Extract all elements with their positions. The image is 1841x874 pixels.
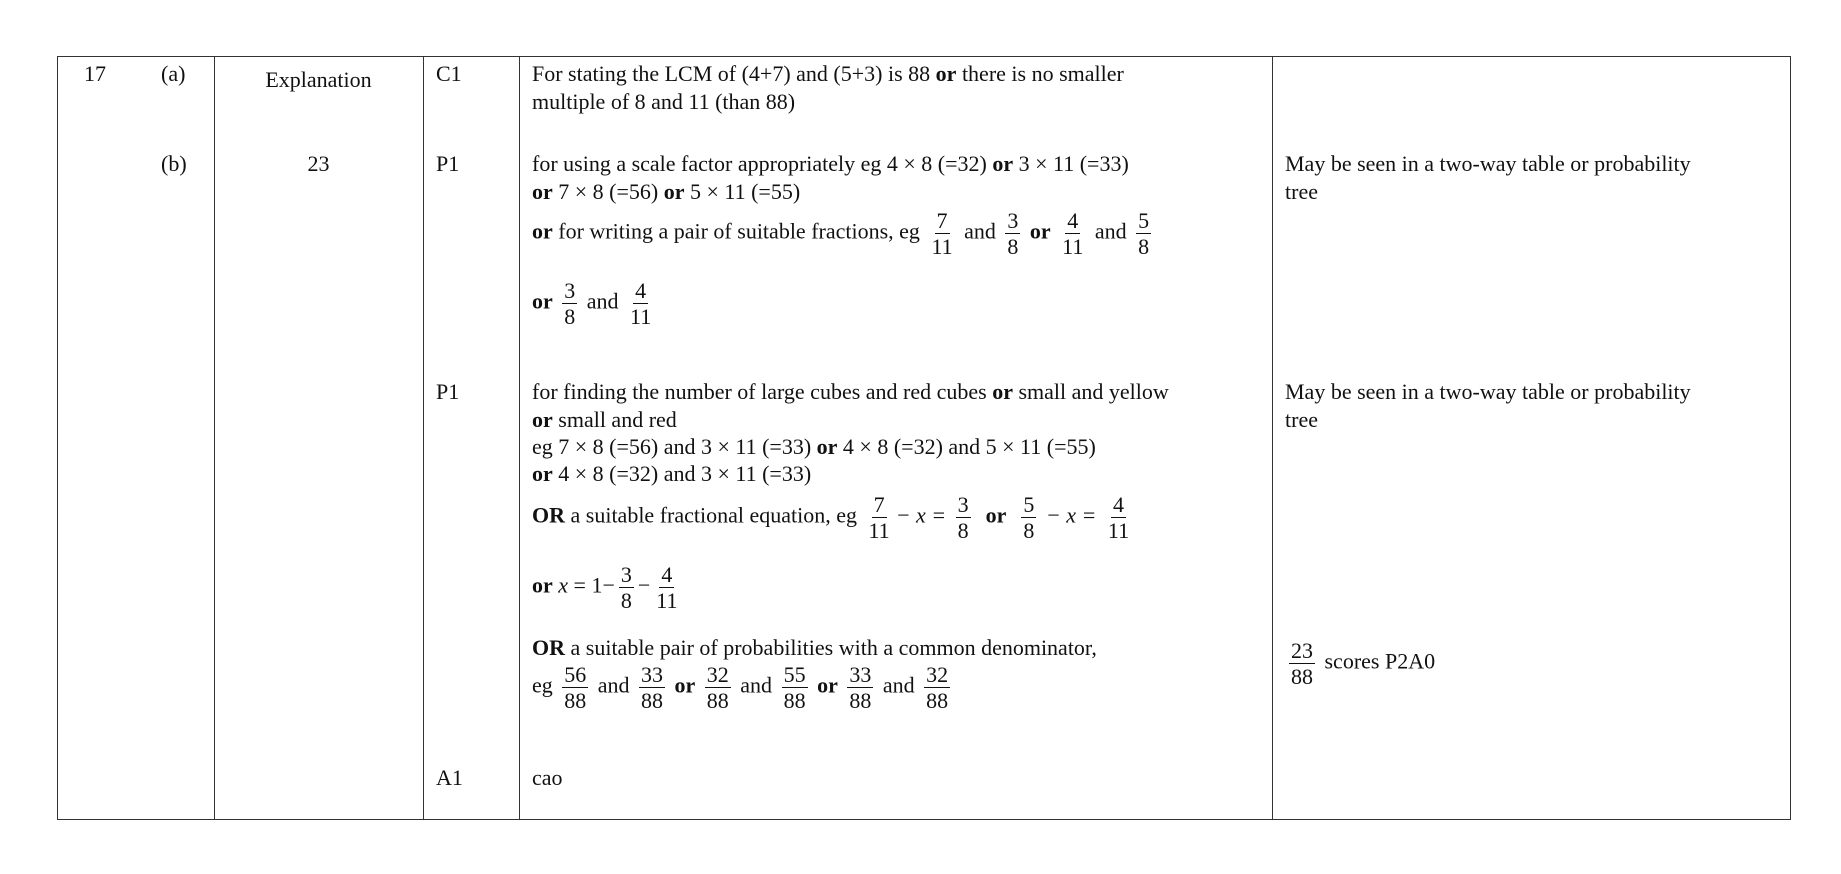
part-b-answer: 23 [307,151,330,176]
fraction: $\frac{32}{88}$ [706,662,729,714]
p1-first-fractions-line2: or $\frac{3}{8}$ and $\frac{4}{11}$ [532,278,652,330]
fraction: $\frac{33}{88}$ [849,662,872,714]
fraction: $\frac{32}{88}$ [926,662,949,714]
part-b-label: (b) [161,151,187,176]
column-divider [423,57,424,819]
guidance-first: May be seen in a two-way table or probability [1285,151,1691,176]
fraction: $\frac{5}{8}$ [1023,492,1035,544]
guidance-second: May be seen in a two-way table or probability [1285,379,1691,404]
column-divider [519,57,520,819]
mark-p1-first: P1 [436,151,460,176]
mark-a1: A1 [436,765,463,790]
fraction: $\frac{7}{11}$ [868,492,890,544]
mark-c1: C1 [436,61,462,86]
p1-first-fractions-line: or for writing a pair of suitable fractions, eg $\frac{7}{11}$ and $\frac{3}{8}$ or $\frac{4}{11}$ and $\frac{5}{8}$ [532,208,1150,260]
mark-scheme-table [57,56,1791,820]
p1-first-line1: for using a scale factor appropriately eg 4 × 8 (=32) or 3 × 11 (=33) [532,151,1129,176]
part-a-answer: Explanation [265,67,372,92]
fraction: $\frac{23}{88}$ [1291,638,1313,690]
p1-second-line2: or small and red [532,407,677,432]
fraction: $\frac{5}{8}$ [1138,208,1150,260]
p1-second-prob-line1: OR a suitable pair of probabilities with a common denominator, [532,635,1097,660]
fraction: $\frac{3}{8}$ [1007,208,1019,260]
fraction: $\frac{4}{11}$ [1107,492,1130,544]
p1-second-line4: or 4 × 8 (=32) and 3 × 11 (=33) [532,461,812,486]
fraction: $\frac{33}{88}$ [641,662,664,714]
fraction: $\frac{3}{8}$ [620,562,632,614]
guidance-first-line2: tree [1285,179,1318,204]
p1-second-equation-line: OR a suitable fractional equation, eg $\frac{7}{11}$ − x = $\frac{3}{8}$ or $\frac{5}{8}$ − x = $\frac{4}{11}$ [532,492,1130,544]
score-note: $\frac{23}{88}$ scores P2A0 [1291,638,1436,690]
part-a-label: (a) [161,61,186,86]
mark-p1-second: P1 [436,379,460,404]
a1-note: cao [532,765,563,790]
guidance-second-line2: tree [1285,407,1318,432]
p1-second-line3: eg 7 × 8 (=56) and 3 × 11 (=33) or 4 × 8 (=32) and 5 × 11 (=55) [532,434,1096,459]
c1-note-line1: For stating the LCM of (4+7) and (5+3) is 88 or there is no smaller [532,61,1124,86]
p1-second-x-line: or x = 1− $\frac{3}{8}$ − $\frac{4}{11}$ [532,562,678,614]
fraction: $\frac{3}{8}$ [957,492,969,544]
fraction: $\frac{56}{88}$ [564,662,587,714]
fraction: $\frac{4}{11}$ [1062,208,1084,260]
fraction: $\frac{55}{88}$ [783,662,806,714]
p1-second-prob-line2: eg $\frac{56}{88}$ and $\frac{33}{88}$ or $\frac{32}{88}$ and $\frac{55}{88}$ or $\frac{33}{88}$ and $\frac{32}{88}$ [532,662,949,714]
fraction: $\frac{3}{8}$ [564,278,576,330]
fraction: $\frac{4}{11}$ [630,278,652,330]
question-number: 17 [84,61,106,86]
p1-first-line2: or 7 × 8 (=56) or 5 × 11 (=55) [532,179,801,204]
p1-second-line1: for finding the number of large cubes and red cubes or small and yellow [532,379,1169,404]
fraction: $\frac{4}{11}$ [656,562,678,614]
column-divider [1272,57,1273,819]
c1-note-line2: multiple of 8 and 11 (than 88) [532,89,796,114]
fraction: $\frac{7}{11}$ [931,208,953,260]
